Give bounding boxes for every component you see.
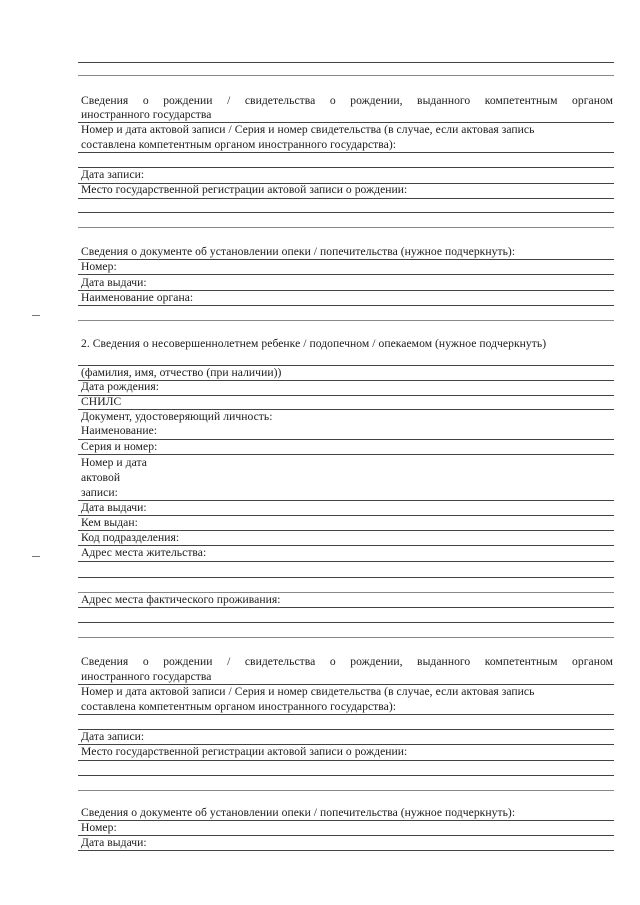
record-number-label-2: Номер и дата актовой записи / Серия и номер свидетельства (в случае, если актовая запись	[81, 685, 535, 698]
guardianship-number-label-2: Номер:	[81, 821, 117, 834]
birth-info-heading-2-cont: иностранного государства	[81, 670, 212, 683]
guardianship-heading: Сведения о документе об установлении опеки / попечительства (нужное подчеркнуть):	[81, 245, 516, 258]
field-line	[78, 454, 614, 455]
full-name-caption: (фамилия, имя, отчество (при наличии))	[81, 366, 282, 379]
margin-tick	[32, 556, 40, 557]
field-line	[78, 395, 614, 396]
registration-place-label-2: Место государственной регистрации актовой записи о рождении:	[81, 745, 408, 758]
field-line	[78, 305, 614, 306]
guardianship-number-label: Номер:	[81, 260, 117, 273]
doc-name-label: Наименование:	[81, 424, 158, 437]
field-line	[78, 198, 614, 199]
record-no-label-line2: актовой	[81, 471, 121, 484]
field-line	[78, 622, 614, 623]
issued-by-label: Кем выдан:	[81, 516, 138, 529]
field-line	[78, 259, 614, 260]
guardianship-authority-label: Наименование органа:	[81, 291, 194, 304]
guardianship-issue-date-label-2: Дата выдачи:	[81, 836, 147, 849]
record-no-label-line3: записи:	[81, 486, 118, 499]
field-line	[78, 790, 614, 791]
birth-info-heading-cont: иностранного государства	[81, 108, 212, 121]
field-line	[78, 515, 614, 516]
field-line	[78, 500, 614, 501]
actual-address-label: Адрес места фактического проживания:	[81, 593, 281, 606]
birth-info-heading-2: Сведения о рождении / свидетельства о рождении, выданного компетентным органом	[81, 655, 613, 668]
record-date-label-2: Дата записи:	[81, 730, 145, 743]
field-line	[78, 850, 614, 851]
blank-line	[78, 75, 614, 76]
record-number-label-2-cont: составлена компетентным органом иностранного государства):	[81, 700, 397, 713]
field-line	[78, 637, 614, 638]
record-no-label-line1: Номер и дата	[81, 456, 147, 469]
field-line	[78, 439, 614, 440]
field-line	[78, 227, 614, 228]
guardianship-issue-date-label: Дата выдачи:	[81, 276, 147, 289]
guardianship-heading-2: Сведения о документе об установлении опеки / попечительства (нужное подчеркнуть):	[81, 806, 516, 819]
blank-line	[78, 62, 614, 63]
field-line	[78, 714, 614, 715]
record-date-label: Дата записи:	[81, 168, 145, 181]
field-line	[78, 167, 614, 168]
field-line	[78, 820, 614, 821]
margin-tick	[32, 315, 40, 316]
field-line	[78, 212, 614, 213]
field-line	[78, 607, 614, 608]
division-code-label: Код подразделения:	[81, 531, 180, 544]
id-document-label: Документ, удостоверяющий личность:	[81, 410, 273, 423]
registration-place-label: Место государственной регистрации актовой записи о рождении:	[81, 183, 408, 196]
residence-address-label: Адрес места жительства:	[81, 546, 207, 559]
birth-info-heading: Сведения о рождении / свидетельства о рождении, выданного компетентным органом	[81, 94, 613, 107]
child-issue-date-label: Дата выдачи:	[81, 501, 147, 514]
field-line	[78, 835, 614, 836]
field-line	[78, 729, 614, 730]
field-line	[78, 320, 614, 321]
field-line	[78, 561, 614, 562]
field-line	[78, 760, 614, 761]
birth-date-label: Дата рождения:	[81, 380, 160, 393]
record-number-label: Номер и дата актовой записи / Серия и номер свидетельства (в случае, если актовая запись	[81, 123, 535, 136]
field-line	[78, 577, 614, 578]
field-line	[78, 775, 614, 776]
section-2-heading: 2. Сведения о несовершеннолетнем ребенке / подопечном / опекаемом (нужное подчеркнуть)	[81, 337, 547, 350]
field-line	[78, 152, 614, 153]
field-line	[78, 274, 614, 275]
snils-label: СНИЛС	[81, 395, 122, 408]
series-number-label: Серия и номер:	[81, 440, 158, 453]
record-number-label-cont: составлена компетентным органом иностранного государства):	[81, 138, 397, 151]
